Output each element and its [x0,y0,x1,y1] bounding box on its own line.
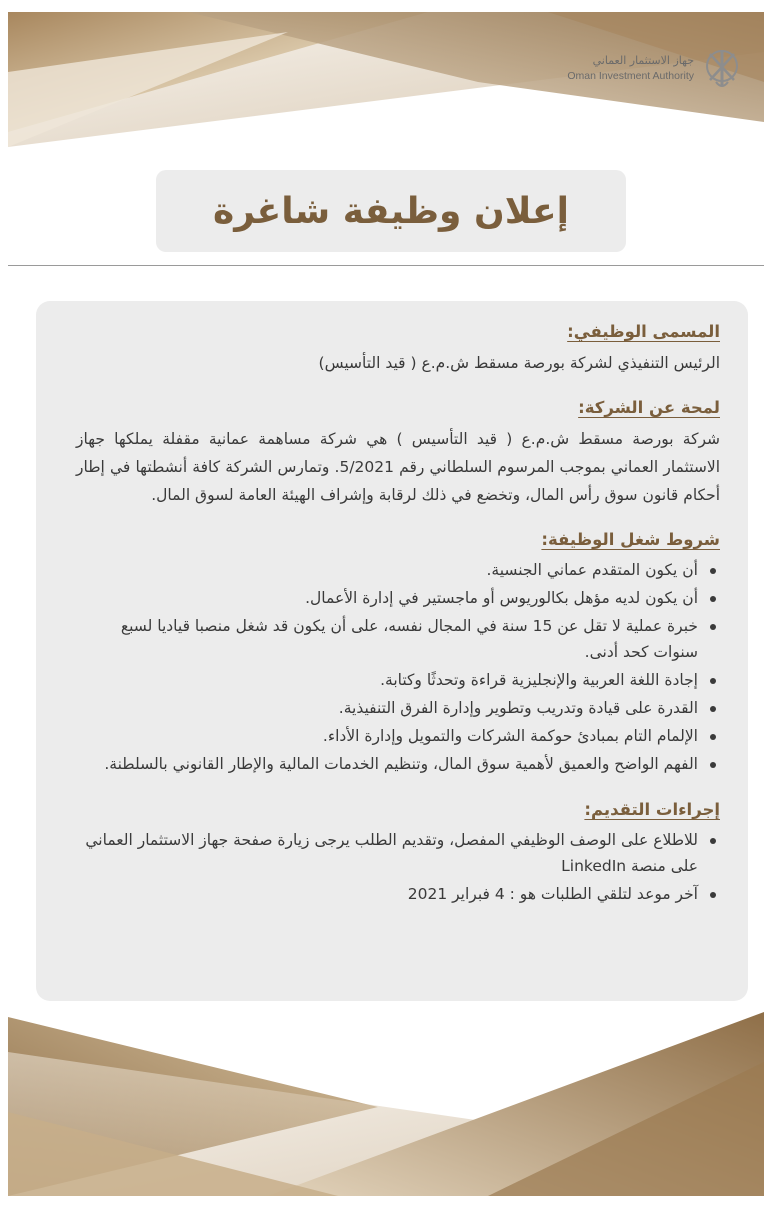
org-name-en: Oman Investment Authority [567,70,694,82]
khanjar-emblem-icon [702,46,742,90]
oia-logo [567,46,742,90]
company-text: شركة بورصة مسقط ش.م.ع ( قيد التأسيس ) هي شركة مساهمة عمانية مقفلة يملكها جهاز الاستثمار العماني بموجب المرسوم السلطاني رقم 5/2021. وتمارس الشركة كافة أنشطتها في إطار أحكام قانون سوق رأس المال، وتخضع في ذلك لرقابة وإشراف الهيئة العامة لسوق المال. [76,430,721,504]
list-item: القدرة على قيادة وتدريب وتطوير وإدارة الفرق التنفيذية. [76,695,698,721]
procedures-heading: إجراءات التقديم: [584,800,720,819]
page-title: إعلان وظيفة شاغرة [213,190,569,232]
requirements-heading: شروط شغل الوظيفة: [541,530,720,549]
title-banner [156,170,626,252]
list-item: الإلمام التام بمبادئ حوكمة الشركات والتمويل وإدارة الأداء. [76,723,698,749]
job-details-card [36,301,748,1001]
list-item: الفهم الواضح والعميق لأهمية سوق المال، وتنظيم الخدمات المالية والإطار القانوني بالسلطنة. [76,751,698,777]
list-item: آخر موعد لتلقي الطلبات هو : 4 فبراير 2021 [76,881,698,907]
list-item: أن يكون لديه مؤهل بكالوريوس أو ماجستير في إدارة الأعمال. [76,585,698,611]
divider-line [8,265,764,266]
job-title-heading: المسمى الوظيفي: [567,322,720,341]
requirements-list [76,557,720,777]
list-item: إجادة اللغة العربية والإنجليزية قراءة وتحدثًا وكتابة. [76,667,698,693]
list-item: خبرة عملية لا تقل عن 15 سنة في المجال نفسه، على أن يكون قد شغل منصبا قياديا لسبع سنوات كحد أدنى. [76,613,698,665]
announcement-page [8,12,764,1196]
company-heading: لمحة عن الشركة: [578,398,720,417]
list-item: للاطلاع على الوصف الوظيفي المفصل، وتقديم الطلب يرجى زيارة صفحة جهاز الاستثمار العماني على منصة LinkedIn [76,827,698,879]
job-title-text: الرئيس التنفيذي لشركة بورصة مسقط ش.م.ع ( قيد التأسيس) [318,354,720,372]
list-item: أن يكون المتقدم عماني الجنسية. [76,557,698,583]
org-name-ar: جهاز الاستثمار العماني [592,54,694,67]
procedures-list [76,827,720,907]
